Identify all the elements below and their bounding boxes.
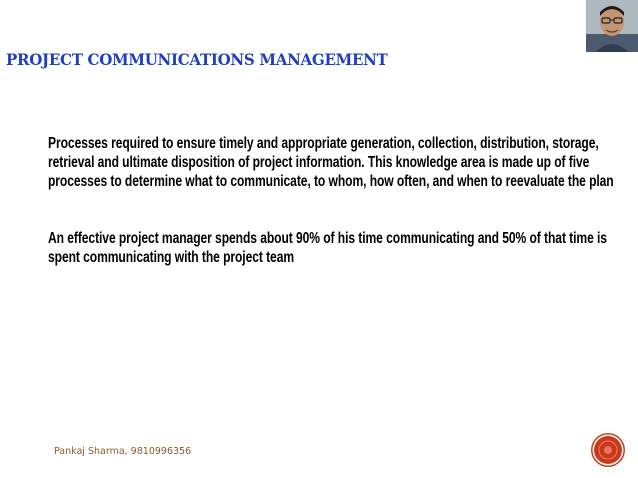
slide-nav-icon[interactable] (594, 436, 622, 464)
slide-title: PROJECT COMMUNICATIONS MANAGEMENT (6, 50, 388, 69)
body-paragraph-1: Processes required to ensure timely and appropriate generation, collection, distribution, storage, retrieval and ultimate disposition of project information. This knowledge area is made up of five processes to determine what to communicate, to whom, how often, and when to reevaluate the plan (48, 135, 614, 190)
slide-body (48, 134, 628, 267)
footer-author: Pankaj Sharma, 9810996356 (54, 446, 192, 457)
presenter-photo-image (586, 0, 638, 52)
presenter-photo (586, 0, 638, 52)
circle-dot-icon (594, 436, 622, 464)
body-paragraph-2: An effective project manager spends about 90% of his time communicating and 50% of that time is spent communicating with the project team (48, 230, 607, 266)
